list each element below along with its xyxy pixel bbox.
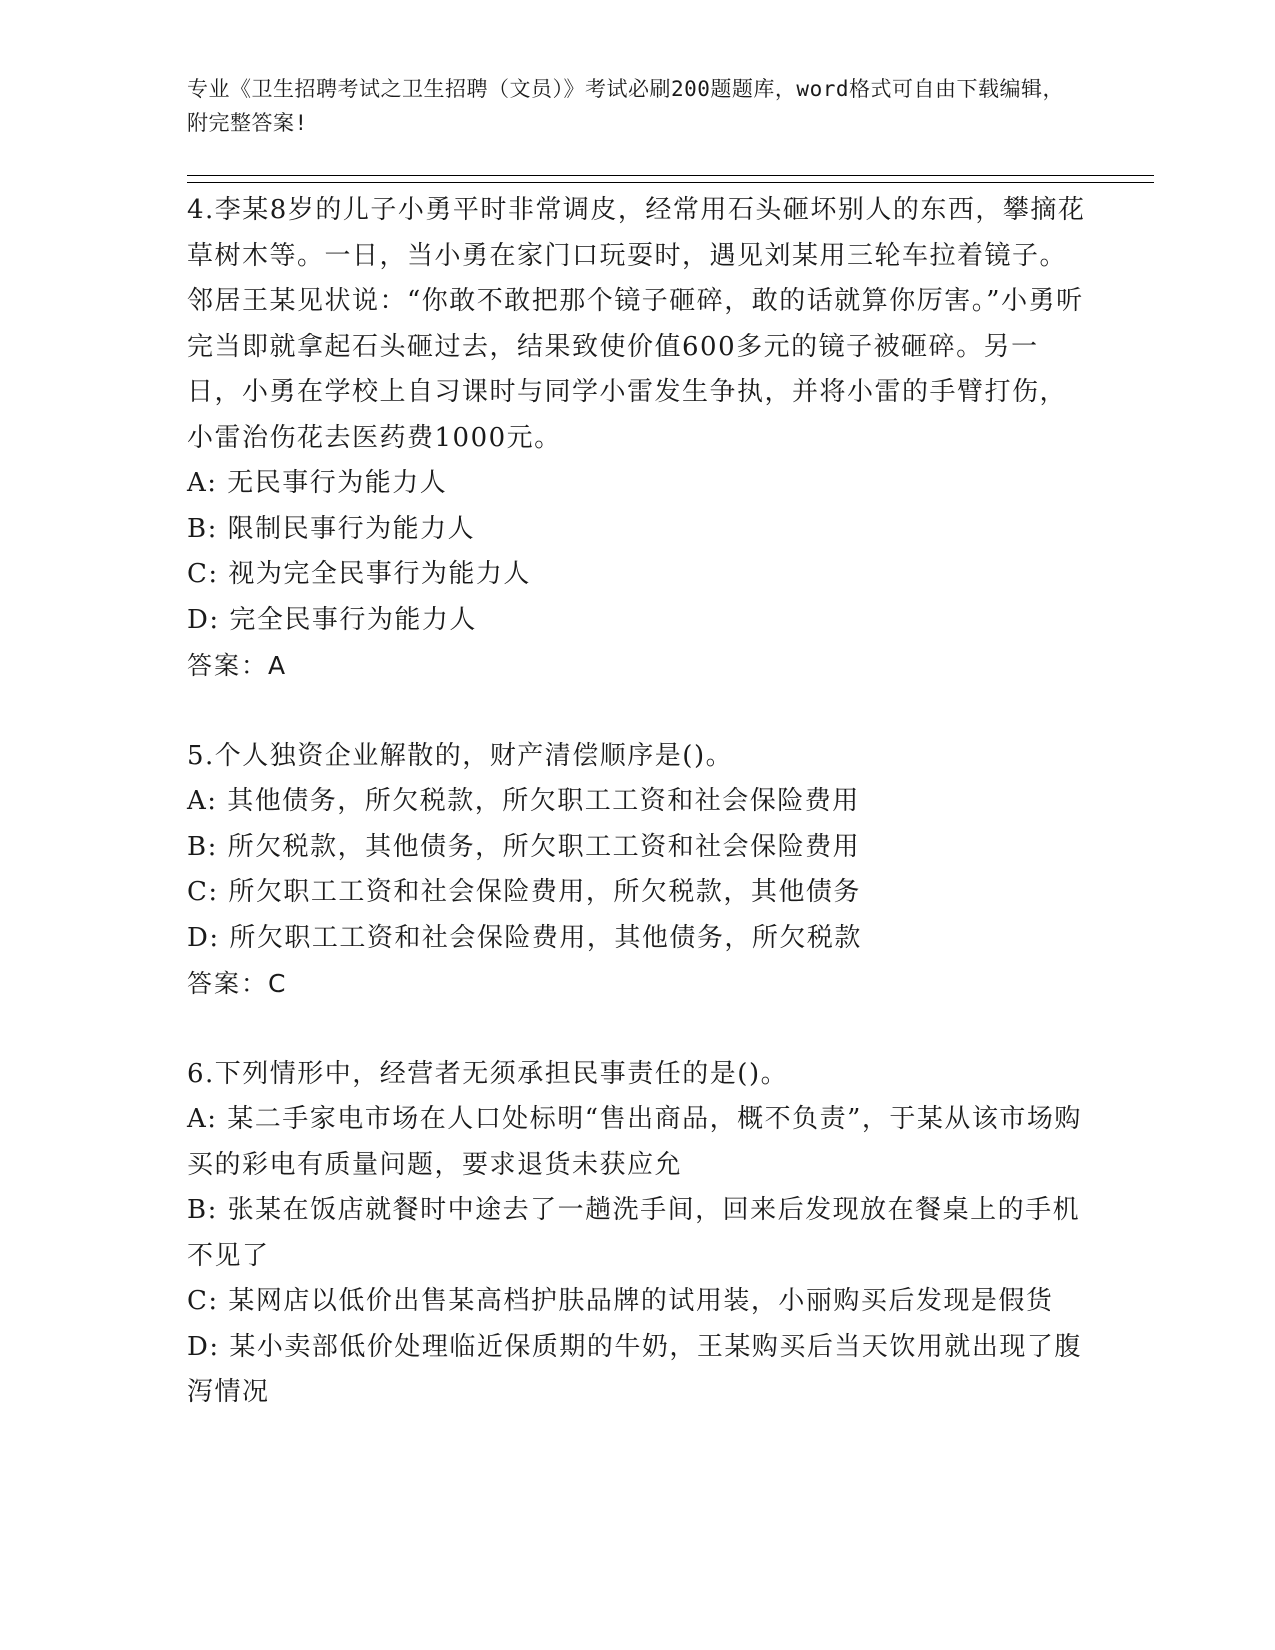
option-d: D: 完全民事行为能力人: [187, 604, 477, 635]
header-divider-bottom: [187, 182, 1154, 183]
option-b: B: 所欠税款，其他债务，所欠职工工资和社会保险费用: [187, 831, 861, 862]
question-5: [187, 734, 1087, 1007]
answer-label: 答案：C: [187, 969, 288, 998]
question-stem: 6.下列情形中，经营者无须承担民事责任的是()。: [187, 1058, 789, 1089]
question-stem: 4.李某8岁的儿子小勇平时非常调皮，经常用石头砸坏别人的东西，攀摘花草树木等。一日，当小勇在家门口玩耍时，遇见刘某用三轮车拉着镜子。邻居王某见状说：“你敢不敢把那个镜子砸碎，敢的话就算你厉害。”小勇听完当即就拿起石头砸过去，结果致使价值600多元的镜子被砸碎。另一日，小勇在学校上自习课时与同学小雷发生争执，并将小雷的手臂打伤，小雷治伤花去医药费1000元。: [187, 195, 1086, 453]
option-c: C: 视为完全民事行为能力人: [187, 559, 531, 589]
question-4: [187, 188, 1087, 689]
option-c: C: 所欠职工工资和社会保险费用，所欠税款，其他债务: [187, 877, 861, 907]
option-c: C: 某网店以低价出售某高档护肤品牌的试用装，小丽购买后发现是假货: [187, 1286, 1054, 1316]
answer-label: 答案：A: [187, 651, 288, 680]
option-d: D: 某小卖部低价处理临近保质期的牛奶，王某购买后当天饮用就出现了腹泻情况: [187, 1331, 1082, 1407]
option-a: A: 无民事行为能力人: [187, 468, 448, 498]
option-a: A: 其他债务，所欠税款，所欠职工工资和社会保险费用: [187, 786, 860, 816]
option-a: A: 某二手家电市场在人口处标明“售出商品，概不负责”，于某从该市场购买的彩电有质量问题，要求退货未获应允: [187, 1104, 1082, 1180]
option-b: B: 张某在饭店就餐时中途去了一趟洗手间，回来后发现放在餐桌上的手机不见了: [187, 1195, 1081, 1271]
document-header: 专业《卫生招聘考试之卫生招聘（文员）》考试必刷200题题库，word格式可自由下载编辑，附完整答案!: [187, 77, 1064, 135]
header-divider-top: [187, 175, 1154, 176]
option-b: B: 限制民事行为能力人: [187, 513, 476, 544]
question-list: [187, 188, 1087, 1416]
question-stem: 5.个人独资企业解散的，财产清偿顺序是()。: [187, 740, 734, 771]
question-6: [187, 1052, 1087, 1416]
option-d: D: 所欠职工工资和社会保险费用，其他债务，所欠税款: [187, 922, 862, 953]
